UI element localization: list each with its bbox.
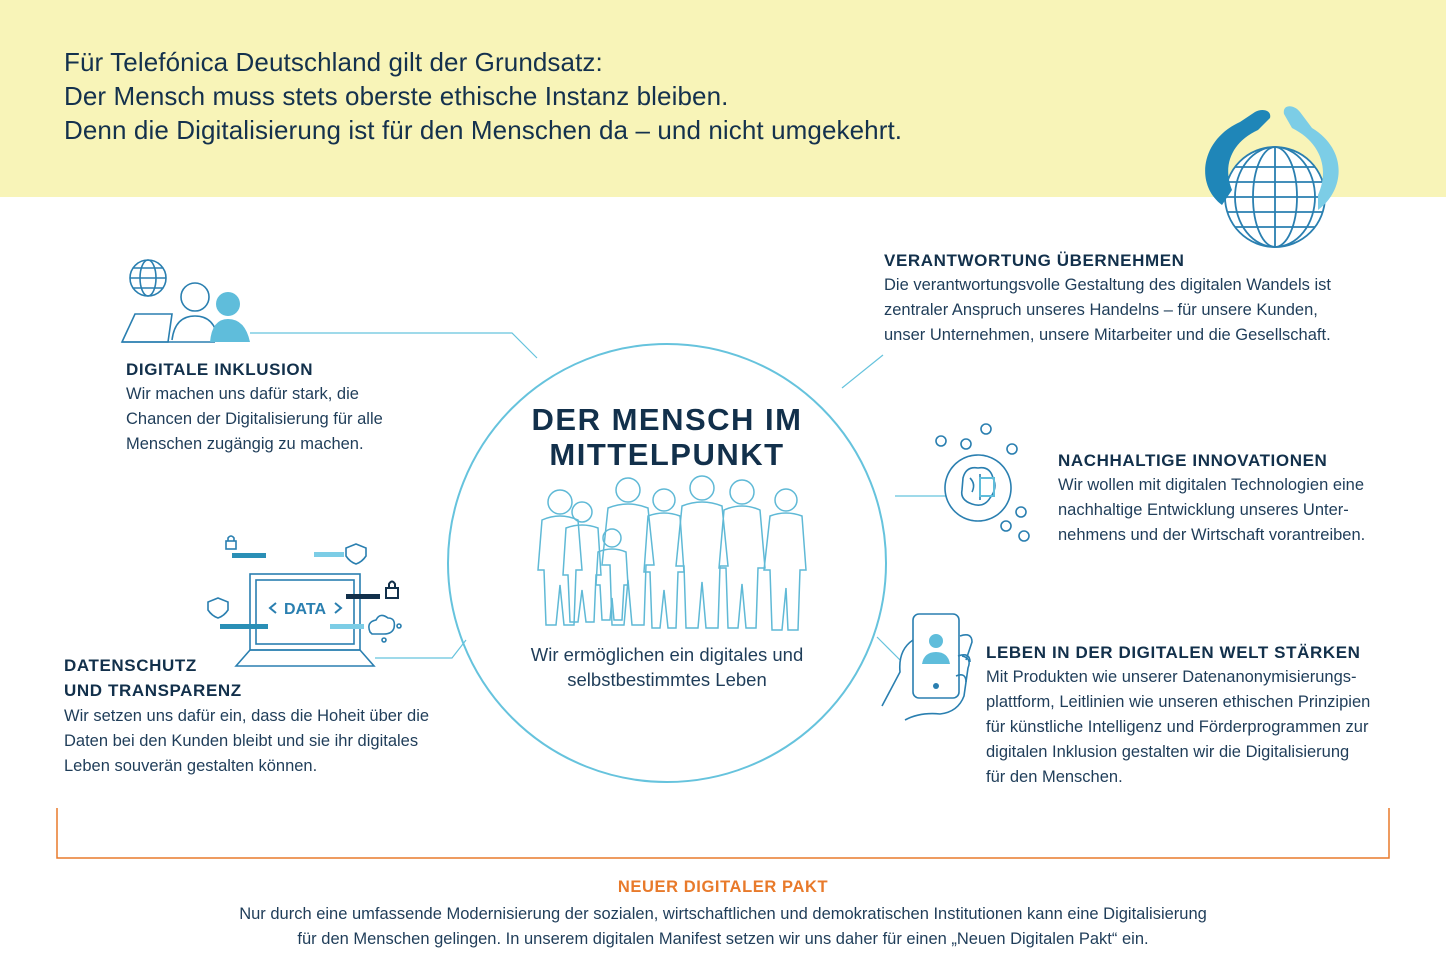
datenschutz-title-line-2: UND TRANSPARENZ (64, 681, 242, 700)
inklusion-text-line: Menschen zugängig zu machen. (126, 435, 364, 453)
laptop-data-label: DATA (283, 601, 327, 618)
banner-line-2: Der Mensch muss stets oberste ethische Instanz bleiben. (64, 81, 729, 111)
leben-text-line: digitalen Inklusion gestalten wir die Digitalisierung (986, 743, 1350, 761)
inklusion-text-line: Wir machen uns dafür stark, die (126, 385, 359, 403)
inklusion-title: DIGITALE INKLUSION (126, 360, 314, 379)
center-title-line-1: DER MENSCH IM (531, 402, 803, 437)
pakt-text (0, 902, 1446, 952)
pakt-title: NEUER DIGITALER PAKT (617, 878, 829, 896)
nachhaltig-title: NACHHALTIGE INNOVATIONEN (1058, 451, 1328, 470)
nachhaltig-text (1058, 473, 1365, 548)
leben-text-line: plattform, Leitlinien wie unseren ethischen Prinzipien (986, 693, 1371, 711)
datenschutz-text-line: Leben souverän gestalten können. (64, 757, 318, 775)
leben-text (986, 665, 1370, 790)
nachhaltig-text-line: nachhaltige Entwicklung unseres Unter- (1058, 501, 1349, 519)
leben-text-line: Mit Produkten wie unserer Datenanonymisierungs- (986, 668, 1357, 686)
datenschutz-text-line: Daten bei den Kunden bleibt und sie ihr digitales (64, 732, 419, 750)
datenschutz-text-line: Wir setzen uns dafür ein, dass die Hoheit über die (64, 707, 430, 725)
center-title-line-2: MITTELPUNKT (549, 437, 785, 472)
nachhaltig-text-line: nehmens und der Wirtschaft vorantreiben. (1058, 526, 1366, 544)
leben-text-line: für künstliche Intelligenz und Förderprogrammen zur (986, 718, 1369, 736)
verantwortung-text-line: unser Unternehmen, unsere Mitarbeiter und die Gesellschaft. (884, 326, 1331, 344)
verantwortung-text-line: Die verantwortungsvolle Gestaltung des digitalen Wandels ist (884, 276, 1331, 294)
nachhaltig-text-line: Wir wollen mit digitalen Technologien eine (1058, 476, 1365, 494)
datenschutz-text (64, 704, 429, 779)
inklusion-text-line: Chancen der Digitalisierung für alle (126, 410, 383, 428)
leben-title: LEBEN IN DER DIGITALEN WELT STÄRKEN (986, 643, 1361, 662)
pakt-text-line-2: für den Menschen gelingen. In unserem digitalen Manifest setzen wir uns daher für einen „Neuen Digitalen Pakt“ ein. (297, 930, 1149, 948)
center-subtitle-line-2: selbstbestimmtes Leben (567, 669, 767, 690)
banner-line-1: Für Telefónica Deutschland gilt der Grundsatz: (64, 47, 603, 77)
datenschutz-title-line-1: DATENSCHUTZ (64, 656, 197, 675)
leben-text-line: für den Menschen. (986, 768, 1123, 786)
center-subtitle-line-1: Wir ermöglichen ein digitales und (530, 644, 804, 665)
inklusion-text (126, 382, 383, 457)
banner-line-3: Denn die Digitalisierung ist für den Menschen da – und nicht umgekehrt. (64, 115, 903, 145)
verantwortung-title: VERANTWORTUNG ÜBERNEHMEN (884, 251, 1185, 270)
verantwortung-text-line: zentraler Anspruch unseres Handelns – für unsere Kunden, (884, 301, 1318, 319)
pakt-text-line-1: Nur durch eine umfassende Modernisierung der sozialen, wirtschaftlichen und demokratischen Institutionen kann eine Digitalisierung (239, 905, 1207, 923)
verantwortung-text (884, 273, 1331, 348)
